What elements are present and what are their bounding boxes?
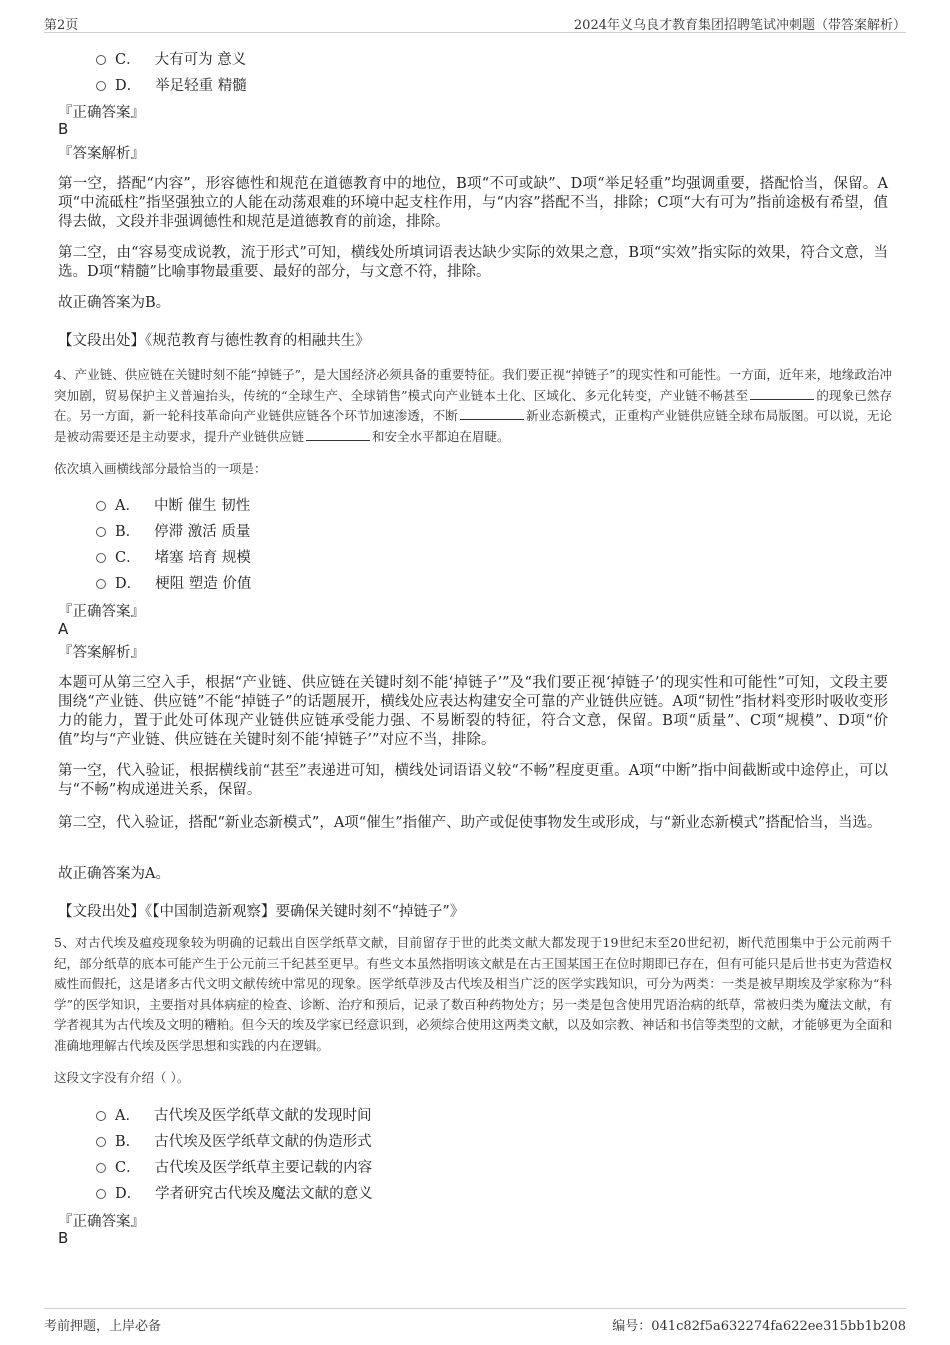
document-code: 编号：041c82f5a632274fa622ee315bb1b208 xyxy=(612,1319,906,1334)
radio-icon[interactable] xyxy=(96,553,106,563)
q4-analysis-paragraph: 本题可从第三空入手，根据“产业链、供应链在关键时刻不能‘掉链子’”及“我们要正视‘掉链子’的现实性和可能性”可知，文段主要围绕“产业链、供应链”不能“掉链子”的话题展开，横线处应表达构建安全可靠的产业链供应链。A项“韧性”指材料变形时吸收变形力的能力，置于此处可体现产业链供应链承受能力强、不易断裂的特征，符合文意，保留。B项“质量”、C项“规模”、D项“价值”均与“产业链、供应链在关键时刻不能‘掉链子’”对应不当，排除。 xyxy=(58,675,888,748)
q5-prompt: 这段文字没有介绍（ ）。 xyxy=(54,1070,190,1085)
q4-answer: A xyxy=(58,620,69,638)
page-number: 第2页 xyxy=(44,18,79,33)
radio-icon[interactable] xyxy=(96,579,106,589)
q4-option-b[interactable]: B． 停滞 激活 质量 xyxy=(96,520,250,542)
q4-stem: 4、产业链、供应链在关键时刻不能“掉链子”，是大国经济必须具备的重要特征。我们要正视“掉链子”的现实性和可能性。一方面，近年来，地缘政治冲突加剧，贸易保护主义普遍抬头，传统的“全球生产、全球销售”模式向产业链本土化、区域化、多元化转变，产业链不畅甚至 的现象已然存在。另一方面，新一轮科技革命向产业链供应链各个环节加速渗透，不断 新业态新模式，正重构产业链供应链全球布局版图。可以说，无论是被动需要还是主动要求，提升产业链供应链 和安全水平都迫在眉睫。 xyxy=(54,367,892,444)
radio-icon[interactable] xyxy=(96,81,106,91)
q4-option-d[interactable]: D． 梗阻 塑造 价值 xyxy=(96,572,251,594)
radio-icon[interactable] xyxy=(96,1163,106,1173)
radio-icon[interactable] xyxy=(96,501,106,511)
q4-option-a[interactable]: A． 中断 催生 韧性 xyxy=(96,494,250,516)
footer-slogan: 考前押题，上岸必备 xyxy=(44,1319,162,1334)
q3-answer: B xyxy=(58,120,69,138)
q4-option-c[interactable]: C． 堵塞 培育 规模 xyxy=(96,546,251,568)
fill-blank xyxy=(750,387,814,400)
q5-option-a[interactable]: A． 古代埃及医学纸草文献的发现时间 xyxy=(96,1104,371,1126)
q3-source: 【文段出处】《规范教育与德性教育的相融共生》 xyxy=(58,333,370,349)
q5-stem: 5、对古代埃及瘟疫现象较为明确的记载出自医学纸草文献，目前留存于世的此类文献大都发现于19世纪末至20世纪初，断代范围集中于公元前两千纪，部分纸草的底本可能产生于公元前三千纪甚至更早。有些文本虽然指明该文献是在古王国某国王在位时期即已存在，但有可能只是后世书吏为营造权威性而假托，这是诸多古代文明文献传统中常见的现象。医学纸草涉及古代埃及相当广泛的医学实践知识，可分为两类：一类是被早期埃及学家称为“科学”的医学知识，主要指对具体病症的检查、诊断、治疗和预后，记录了数百种药物处方；另一类是包含使用咒语治病的纸草，常被归类为魔法文献，有学者视其为古代埃及文明的糟粕。但今天的埃及学家已经意识到，必须综合使用这两类文献，以及如宗教、神话和书信等类型的文献，才能够更为全面和准确地理解古代埃及医学思想和实践的内在逻辑。 xyxy=(54,935,892,1053)
q4-source: 【文段出处】《【中国制造新观察】要确保关键时刻不“掉链子”》 xyxy=(58,904,465,920)
radio-icon[interactable] xyxy=(96,1111,106,1121)
q3-analysis-paragraph: 第二空，由“容易变成说教，流于形式”可知，横线处所填词语表达缺少实际的效果之意，B项“实效”指实际的效果，符合文意，当选。D项“精髓”比喻事物最重要、最好的部分，与文意不符，排除。 xyxy=(58,245,888,280)
fill-blank xyxy=(460,407,524,420)
q3-analysis-label: 『答案解析』 xyxy=(58,146,145,162)
q3-analysis-paragraph: 第一空，搭配“内容”，形容德性和规范在道德教育中的地位，B项“不可或缺”、D项“举足轻重”均强调重要，搭配恰当，保留。A项“中流砥柱”指坚强独立的人能在动荡艰难的环境中起支柱作用，与“内容”搭配不当，排除；C项“大有可为”指前途极有希望，值得去做，文段并非强调德性和规范是道德教育的前途，排除。 xyxy=(58,176,888,230)
q3-answer-label: 『正确答案』 xyxy=(58,105,145,121)
q5-answer: B xyxy=(58,1229,69,1247)
radio-icon[interactable] xyxy=(96,1137,106,1147)
page-header xyxy=(44,12,906,33)
q3-conclusion: 故正确答案为B。 xyxy=(58,295,171,311)
q4-analysis-paragraph: 第二空，代入验证，搭配“新业态新模式”，A项“催生”指催产、助产或促使事物发生或形成，与“新业态新模式”搭配恰当，当选。 xyxy=(58,815,882,831)
document-title: 2024年义乌良才教育集团招聘笔试冲刺题（带答案解析） xyxy=(573,18,906,33)
q5-option-d[interactable]: D． 学者研究古代埃及魔法文献的意义 xyxy=(96,1182,373,1204)
q3-option-d[interactable]: D． 举足轻重 精髓 xyxy=(96,74,247,96)
page-footer xyxy=(44,1308,906,1333)
radio-icon[interactable] xyxy=(96,55,106,65)
q4-conclusion: 故正确答案为A。 xyxy=(58,866,170,882)
q4-prompt: 依次填入画横线部分最恰当的一项是： xyxy=(54,461,267,476)
radio-icon[interactable] xyxy=(96,1189,106,1199)
q5-answer-label: 『正确答案』 xyxy=(58,1214,145,1230)
fill-blank xyxy=(306,428,370,441)
q3-option-c[interactable]: C． 大有可为 意义 xyxy=(96,48,246,70)
radio-icon[interactable] xyxy=(96,527,106,537)
q4-answer-label: 『正确答案』 xyxy=(58,604,145,620)
q5-option-b[interactable]: B． 古代埃及医学纸草文献的伪造形式 xyxy=(96,1130,372,1152)
q4-analysis-paragraph: 第一空，代入验证，根据横线前“甚至”表递进可知，横线处词语语义较“不畅”程度更重。A项“中断”指中间截断或中途停止，可以与“不畅”构成递进关系，保留。 xyxy=(58,763,888,798)
q5-option-c[interactable]: C． 古代埃及医学纸草主要记载的内容 xyxy=(96,1156,372,1178)
q4-analysis-label: 『答案解析』 xyxy=(58,645,145,661)
